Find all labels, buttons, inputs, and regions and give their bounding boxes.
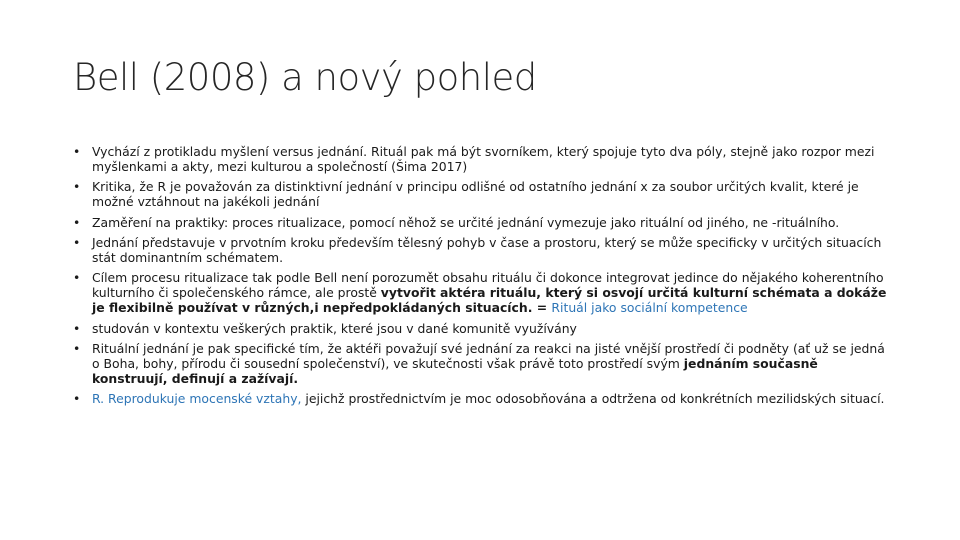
bullet-item [72, 145, 892, 175]
bullet-text: R. Reprodukuje mocenské vztahy, [92, 391, 302, 407]
bullet-list [72, 145, 892, 413]
bullet-marker: • [73, 340, 81, 356]
bullet-marker: • [73, 144, 81, 159]
bullet-marker: • [73, 270, 81, 286]
bullet-text: jejichž prostřednictvím je moc odosobňována a odtržena od konkrétních mezilidských situací. [301, 391, 885, 407]
bullet-text: Cílem procesu ritualizace tak podle Bell není porozumět obsahu rituálu či dokonce integrovat jedince do nějakého koherentního kulturního či společenského rámce, ale prostě [92, 270, 884, 301]
bullet-item [72, 236, 892, 266]
bullet-item [72, 342, 892, 387]
bullet-text: Zaměření na praktiky: proces ritualizace, pomocí něhož se určité jednání vymezuje jako rituální od jiného, ne -rituálního. [92, 214, 840, 230]
bullet-text: Jednání představuje v prvotním kroku především tělesný pohyb v čase a prostoru, který se může specificky v určitých situacích stát dominantním schématem. [92, 235, 882, 265]
bullet-marker: • [73, 179, 81, 195]
slide-title: Bell (2008) a nový pohled [73, 56, 537, 99]
bullet-text: Vychází z protikladu myšlení versus jednání. Rituál pak má být svorníkem, který spojuje tyto dva póly, stejně jako rozpor mezi myšlenkami a akty, mezi kulturou a společností (Šima 2017) [92, 144, 875, 174]
bullet-text: vytvořit aktéra rituálu, který si osvojí určitá kulturní schémata a dokáže je flexibilně používat v různých,i nepředpokládaných situacích. = [92, 285, 887, 316]
bullet-text: Rituál jako sociální kompetence [551, 300, 748, 316]
bullet-item [72, 322, 892, 337]
bullet-item [72, 271, 892, 316]
bullet-marker: • [73, 320, 81, 336]
bullet-item [72, 392, 892, 407]
bullet-marker: • [73, 235, 81, 251]
bullet-item [72, 180, 892, 210]
bullet-text: jednáním současně konstruují, definují a zažívají. [92, 355, 818, 386]
bullet-item [72, 216, 892, 231]
bullet-text: studován v kontextu veškerých praktik, které jsou v dané komunitě využívány [92, 320, 577, 336]
bullet-text: Kritika, že R je považován za distinktivní jednání v principu odlišné od ostatního jednání x za soubor určitých kvalit, které je možné vztáhnout na jakékoli jednání [92, 179, 859, 210]
bullet-marker: • [73, 391, 81, 407]
bullet-text: Rituální jednání je pak specifické tím, že aktéři považují své jednání za reakci na jisté vnější prostředí či podněty (ať už se jedná o Boha, bohy, přírodu či sousední společenství), ve skutečnosti však právě toto prostředí svým [92, 340, 885, 371]
bullet-marker: • [73, 214, 81, 230]
